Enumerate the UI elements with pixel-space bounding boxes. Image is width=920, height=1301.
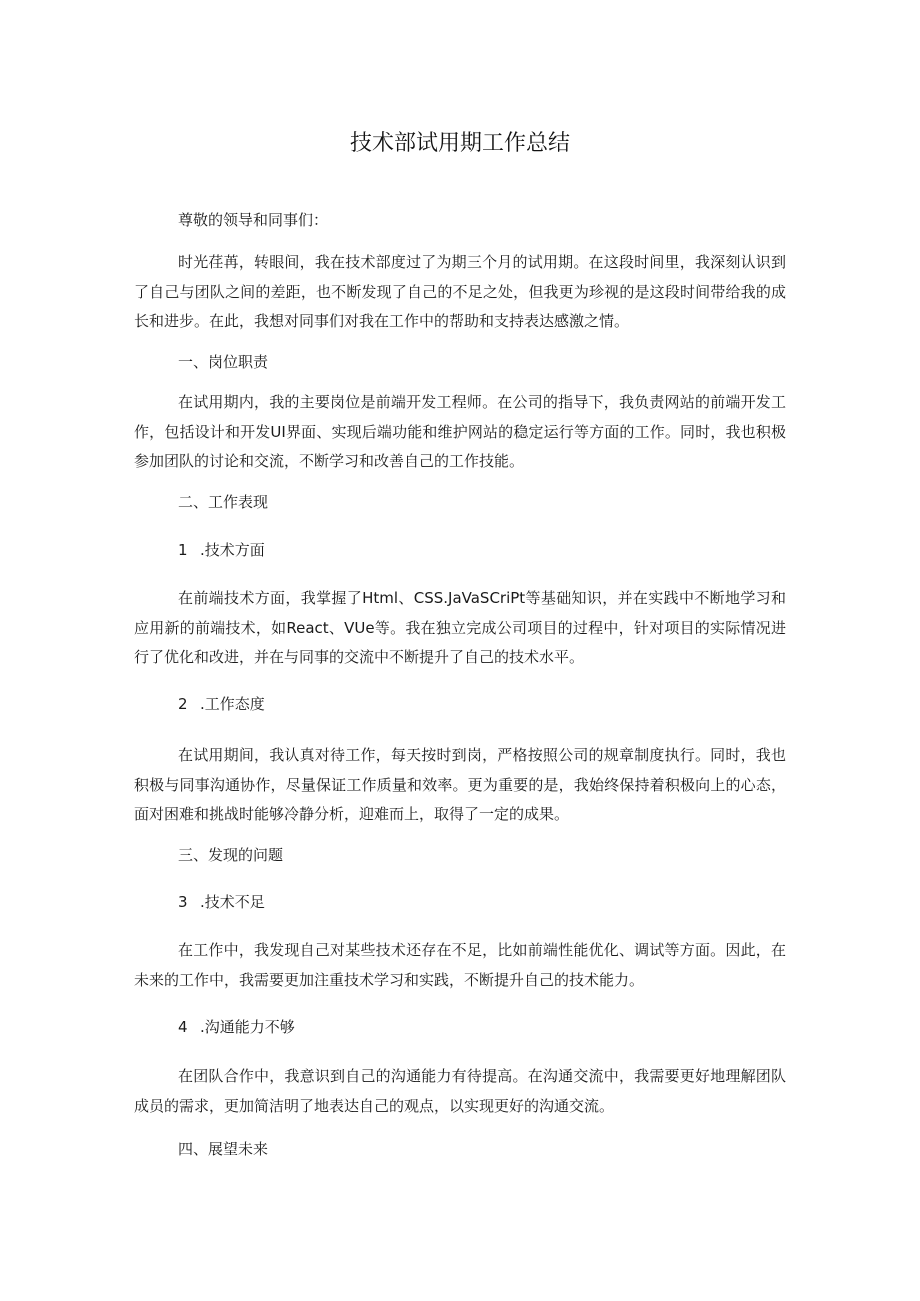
attitude-paragraph: 在试用期间，我认真对待工作，每天按时到岗，严格按照公司的规章制度执行。同时，我也积极与同事沟通协作，尽量保证工作质量和效率。更为重要的是，我始终保持着积极向上的心态，面对困难和挑战时能够冷静分析，迎难而上，取得了一定的成果。	[134, 746, 786, 823]
section-heading-outlook: 四、展望未来	[178, 1140, 269, 1158]
technical-paragraph: 在前端技术方面，我掌握了Html、CSS.JaVaSCriPt等基础知识，并在实践中不断地学习和应用新的前端技术，如React、VUe等。我在独立完成公司项目的过程中，针对项目的实际情况进行了优化和改进，并在与同事的交流中不断提升了自己的技术水平。	[134, 589, 786, 666]
document-title: 技术部试用期工作总结	[349, 131, 570, 156]
duties-paragraph: 在试用期内，我的主要岗位是前端开发工程师。在公司的指导下，我负责网站的前端开发工作，包括设计和开发UI界面、实现后端功能和维护网站的稳定运行等方面的工作。同时，我也积极参加团队的讨论和交流，不断学习和改善自己的工作技能。	[134, 393, 786, 470]
greeting: 尊敬的领导和同事们：	[178, 211, 329, 229]
subheading-number: 3	[178, 893, 188, 911]
subheading-label: .工作态度	[200, 695, 265, 713]
subheading-attitude	[178, 693, 265, 715]
subheading-number: 4	[178, 1018, 188, 1036]
subheading-tech-gaps	[178, 891, 265, 913]
subheading-label: .技术不足	[200, 893, 265, 911]
subheading-communication	[178, 1016, 295, 1038]
subheading-label: .技术方面	[200, 541, 265, 559]
subheading-number: 2	[178, 695, 188, 713]
intro-paragraph: 时光荏苒，转眼间，我在技术部度过了为期三个月的试用期。在这段时间里，我深刻认识到了自己与团队之间的差距，也不断发现了自己的不足之处，但我更为珍视的是这段时间带给我的成长和进步。在此，我想对同事们对我在工作中的帮助和支持表达感激之情。	[134, 253, 786, 330]
subheading-number: 1	[178, 541, 188, 559]
subheading-technical	[178, 539, 265, 561]
communication-paragraph: 在团队合作中，我意识到自己的沟通能力有待提高。在沟通交流中，我需要更好地理解团队成员的需求，更加简洁明了地表达自己的观点，以实现更好的沟通交流。	[134, 1067, 786, 1115]
section-heading-problems: 三、发现的问题	[178, 846, 284, 864]
section-heading-performance: 二、工作表现	[178, 493, 269, 511]
subheading-label: .沟通能力不够	[200, 1018, 295, 1036]
tech-gaps-paragraph: 在工作中，我发现自己对某些技术还存在不足，比如前端性能优化、调试等方面。因此，在未来的工作中，我需要更加注重技术学习和实践，不断提升自己的技术能力。	[134, 941, 786, 989]
section-heading-duties: 一、岗位职责	[178, 353, 269, 371]
